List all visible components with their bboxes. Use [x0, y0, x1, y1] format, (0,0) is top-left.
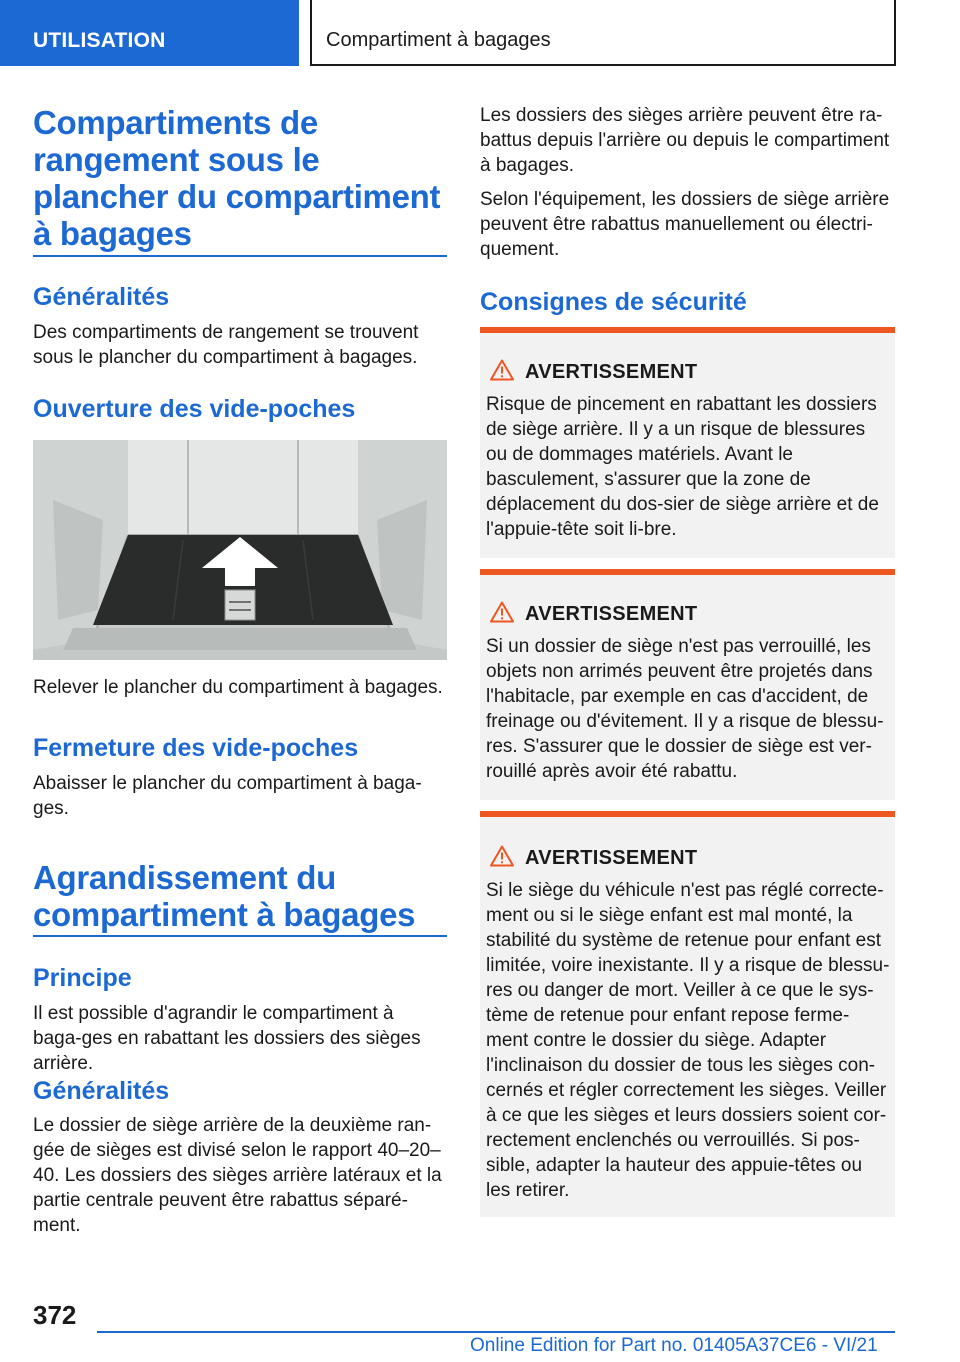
footer-rule	[97, 1331, 895, 1333]
paragraph-generalites-1: Des compartiments de rangement se trouvent sous le plancher du compartiment à bagages.	[33, 322, 419, 368]
paragraph-generalites-2: Le dossier de siège arrière de la deuxième ran-gée de sièges est divisé selon le rapport 40–20–40. Les dossiers des sièges arrière latéraux et la partie centrale peuvent être rabattus séparé-ment.	[33, 1115, 442, 1236]
paragraph-intro-2: Selon l'équipement, les dossiers de siège arrière peuvent être rabattus manuellement ou électri-quement.	[480, 189, 890, 260]
heading-generalites-1: Généralités	[33, 283, 170, 311]
page-number: 372	[33, 1300, 77, 1330]
footer-edition: Online Edition for Part no. 01405A37CE6 - VI/21	[470, 1335, 878, 1356]
heading-generalites-2: Généralités	[33, 1077, 170, 1105]
paragraph-fermeture: Abaisser le plancher du compartiment à baga-ges.	[33, 773, 422, 819]
warning-text: Si le siège du véhicule n'est pas réglé correcte-ment ou si le siège enfant est mal monté, la stabilité du système de retenue pour enfant est limitée, voire inexistante. Il y a risque de blessu-res ou danger de mort. Veiller à ce que le sys-tème de retenue pour enfant repose ferme-ment contre le dossier du siège. Adapter l'inclinaison du dossier de tous les sièges con-cernés et régler correctement les sièges. Veiller à ce que les sièges et leurs dossiers soient cor-rectement enclenchés ou verrouillés. Si pos-sible, adapter la hauteur des appuie-têtes ou les retirer.	[486, 880, 890, 1201]
warning-triangle-icon	[490, 601, 514, 623]
warning-text: Si un dossier de siège n'est pas verrouillé, les objets non arrimés peuvent être projetés dans l'habitacle, par exemple en cas d'accident, de freinage ou d'évitement. Il y a risque de blessu-res. S'assurer que le dossier de siège est ver-rouillé après avoir été rabattu.	[486, 636, 884, 782]
heading-rule	[33, 255, 447, 257]
warning-triangle-icon	[490, 845, 514, 867]
warning-title: AVERTISSEMENT	[525, 361, 698, 383]
warning-title: AVERTISSEMENT	[525, 847, 698, 869]
heading-ouverture: Ouverture des vide-poches	[33, 395, 356, 423]
heading-fermeture: Fermeture des vide-poches	[33, 734, 359, 762]
warning-title: AVERTISSEMENT	[525, 603, 698, 625]
heading-compartiments-rangement: Compartiments de rangement sous le plancher du compartiment à bagages	[33, 104, 441, 252]
photo-caption: Relever le plancher du compartiment à bagages.	[33, 677, 443, 698]
heading-rule-2	[33, 935, 447, 937]
warning-text: Risque de pincement en rabattant les dossiers de siège arrière. Il y a un risque de blessures ou de dommages matériels. Avant le basculement, s'assurer que la zone de déplacement du dos-sier de siège arrière et de l'appuie-tête soit li-bre.	[486, 394, 879, 540]
heading-consignes: Consignes de sécurité	[480, 288, 747, 316]
warning-box	[480, 811, 895, 1217]
section-title: Compartiment à bagages	[310, 0, 896, 66]
heading-agrandissement: Agrandissement du compartiment à bagages	[33, 859, 416, 933]
heading-principe: Principe	[33, 964, 132, 992]
paragraph-intro-1: Les dossiers des sièges arrière peuvent être ra-battus depuis l'arrière ou depuis le compartiment à bagages.	[480, 105, 890, 176]
warning-triangle-icon	[490, 359, 514, 381]
paragraph-principe: Il est possible d'agrandir le compartiment à baga-ges en rabattant les dossiers des sièges arrière.	[33, 1003, 421, 1074]
trunk-floor-illustration	[33, 440, 447, 660]
chapter-tab: UTILISATION	[0, 0, 299, 66]
warning-box	[480, 327, 895, 558]
warning-box	[480, 569, 895, 800]
